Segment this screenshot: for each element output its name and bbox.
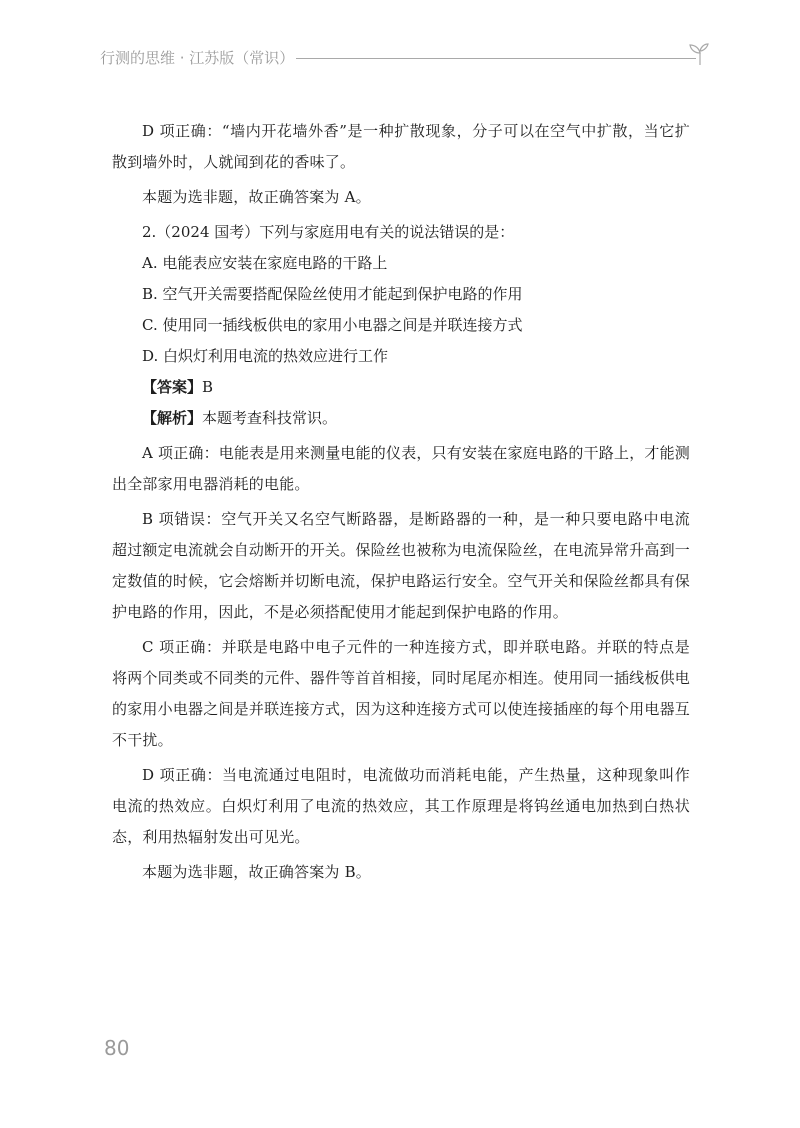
header-rule [296, 58, 696, 59]
header-title: 行测的思维 · 江苏版（常识） [100, 49, 295, 67]
running-header [100, 42, 720, 72]
answer-value: B [202, 378, 214, 396]
option-b: B. 空气开关需要搭配保险丝使用才能起到保护电路的作用 [142, 285, 523, 303]
answer-label: 【答案】 [142, 378, 203, 396]
analysis-label: 【解析】 [142, 409, 203, 427]
paragraph-option-c: C 项正确：并联是电路中电子元件的一种连接方式，即并联电路。并联的特点是将两个同类或不同类的元件、器件等首首相接，同时尾尾亦相连。使用同一插线板供电的家用小电器之间是并联连接方式，因为这种连接方式可以使连接插座的每个用电器互不干扰。 [112, 638, 690, 749]
question-2: 2.（2024 国考）下列与家庭用电有关的说法错误的是： [142, 223, 515, 241]
answer-line-final: 本题为选非题，故正确答案为 B。 [142, 863, 371, 881]
paragraph-option-b: B 项错误：空气开关又名空气断路器，是断路器的一种，是一种只要电路中电流超过额定电流就会自动断开的开关。保险丝也被称为电流保险丝，在电流异常升高到一定数值的时候，它会熔断并切断电流，保护电路运行安全。空气开关和保险丝都具有保护电路的作用，因此，不是必须搭配使用才能起到保护电路的作用。 [112, 510, 690, 621]
analysis-line [112, 403, 690, 434]
paragraph-option-d-previous: D 项正确：“墙内开花墙外香”是一种扩散现象，分子可以在空气中扩散，当它扩散到墙外时，人就闻到花的香味了。 [112, 122, 690, 171]
option-a: A. 电能表应安装在家庭电路的干路上 [142, 254, 388, 272]
page-content [112, 116, 690, 892]
option-d: D. 白炽灯利用电流的热效应进行工作 [142, 347, 389, 365]
page-number: 80 [104, 1036, 130, 1060]
paragraph-option-d: D 项正确：当电流通过电阻时，电流做功而消耗电能，产生热量，这种现象叫作电流的热效应。白炽灯利用了电流的热效应，其工作原理是将钨丝通电加热到白热状态，利用热辐射发出可见光。 [112, 766, 690, 846]
sprout-icon [686, 42, 714, 66]
answer-line-previous: 本题为选非题，故正确答案为 A。 [142, 188, 371, 206]
paragraph-option-a: A 项正确：电能表是用来测量电能的仪表，只有安装在家庭电路的干路上，才能测出全部家用电器消耗的电能。 [112, 444, 691, 493]
answer-line [112, 372, 690, 403]
analysis-text: 本题考查科技常识。 [202, 409, 338, 427]
option-c: C. 使用同一插线板供电的家用小电器之间是并联连接方式 [142, 316, 523, 334]
